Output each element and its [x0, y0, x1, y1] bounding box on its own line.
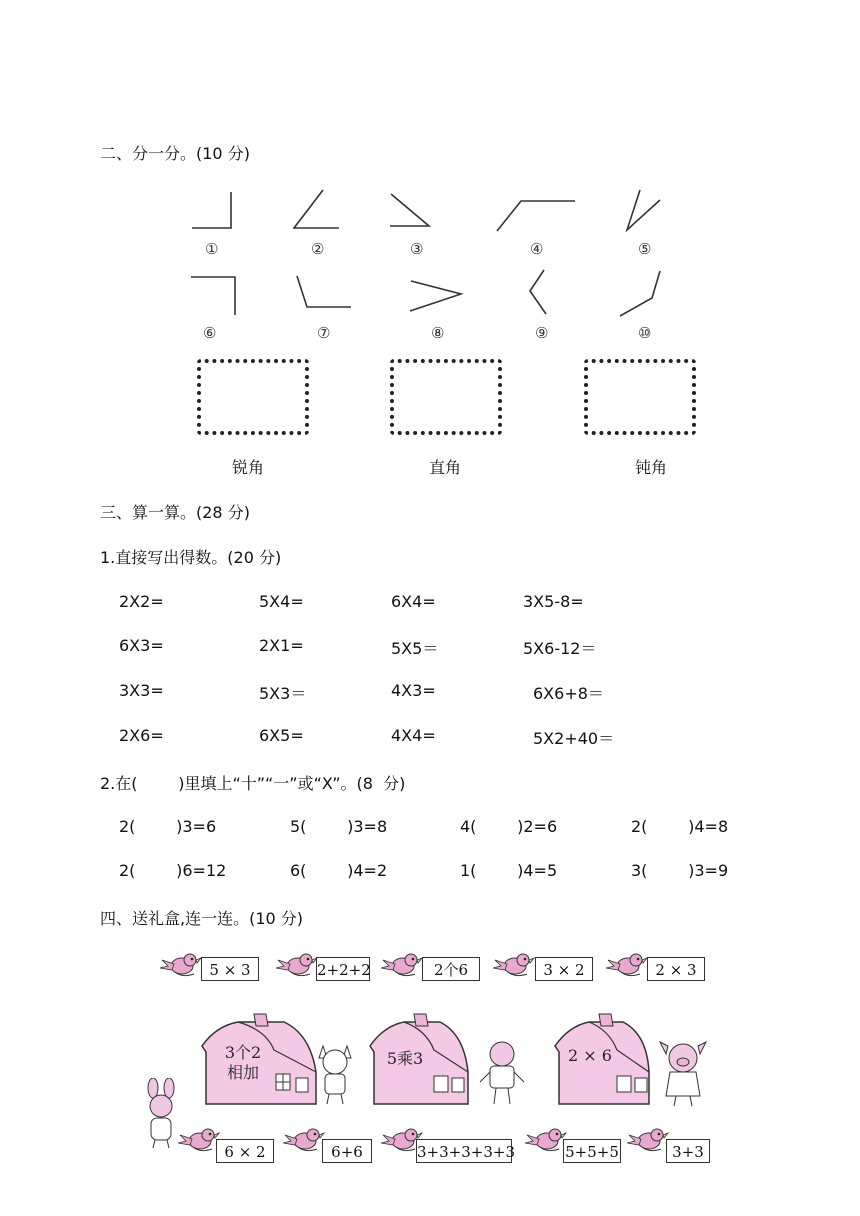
part1-title: 1.直接写出得数。(20 分) — [100, 548, 282, 567]
cat-character-icon — [311, 1040, 359, 1108]
fill-1-2: 5( )3=8 — [290, 817, 388, 836]
angle-3 — [390, 194, 429, 226]
bird-icon — [627, 1127, 671, 1155]
angle-number-4: ④ — [530, 240, 544, 258]
pig-character-icon — [656, 1040, 710, 1110]
angle-number-6: ⑥ — [203, 324, 217, 342]
obtuse-angle-box[interactable] — [584, 359, 696, 435]
boy-character-icon — [476, 1038, 528, 1108]
angle-number-3: ③ — [410, 240, 424, 258]
gift-card-bottom[interactable]: 6 × 2 — [216, 1139, 274, 1163]
angle-number-9: ⑨ — [535, 324, 549, 342]
gift-card-bottom[interactable]: 3+3 — [666, 1139, 710, 1163]
gift-card-bottom[interactable]: 3+3+3+3+3 — [416, 1139, 512, 1163]
fill-2-2: 6( )4=2 — [290, 861, 388, 880]
fill-1-4: 2( )4=8 — [631, 817, 729, 836]
calc-3-3: 4X3= — [391, 681, 436, 700]
calc-2-4: 5X6-12＝ — [523, 639, 597, 658]
calc-1-4: 3X5-8= — [523, 592, 584, 611]
gift-card-top[interactable]: 2 × 3 — [647, 957, 705, 981]
angle-figures — [0, 0, 860, 350]
fill-1-1: 2( )3=6 — [119, 817, 217, 836]
right-angle-box[interactable] — [390, 359, 502, 435]
angle-number-8: ⑧ — [431, 324, 445, 342]
category-obtuse: 钝角 — [635, 458, 668, 477]
angle-6 — [191, 277, 235, 315]
angle-number-10: ⑩ — [638, 324, 652, 342]
bird-icon — [276, 952, 320, 980]
angle-7 — [297, 276, 351, 307]
fill-2-3: 1( )4=5 — [460, 861, 558, 880]
house-3-label: 2 × 6 — [568, 1046, 612, 1065]
angle-number-2: ② — [311, 240, 325, 258]
section2-title: 二、分一分。(10 分) — [100, 144, 250, 163]
angle-9 — [530, 270, 546, 314]
calc-3-4: 6X6+8＝ — [533, 684, 604, 703]
calc-1-2: 5X4= — [259, 592, 304, 611]
angle-10 — [620, 271, 660, 316]
calc-3-2: 5X3＝ — [259, 684, 307, 703]
calc-1-1: 2X2= — [119, 592, 164, 611]
calc-4-2: 6X5= — [259, 726, 304, 745]
gift-card-top[interactable]: 3 × 2 — [535, 957, 593, 981]
calc-2-1: 6X3= — [119, 636, 164, 655]
calc-1-3: 6X4= — [391, 592, 436, 611]
gift-card-top[interactable]: 2个6 — [422, 957, 480, 981]
bird-icon — [493, 952, 537, 980]
bird-icon — [381, 952, 425, 980]
category-acute: 锐角 — [232, 458, 265, 477]
bird-icon — [606, 952, 650, 980]
calc-2-3: 5X5＝ — [391, 639, 439, 658]
angle-1 — [192, 192, 231, 228]
angle-4 — [497, 201, 575, 231]
acute-angle-box[interactable] — [197, 359, 309, 435]
angle-2 — [294, 190, 339, 228]
category-right: 直角 — [429, 458, 462, 477]
angle-8 — [410, 281, 461, 311]
fill-2-4: 3( )3=9 — [631, 861, 729, 880]
section3-title: 三、算一算。(28 分) — [100, 503, 250, 522]
calc-4-1: 2X6= — [119, 726, 164, 745]
calc-4-3: 4X4= — [391, 726, 436, 745]
angle-number-5: ⑤ — [638, 240, 652, 258]
gift-card-bottom[interactable]: 6+6 — [322, 1139, 372, 1163]
angle-5 — [627, 190, 660, 230]
gift-card-top[interactable]: 5 × 3 — [201, 957, 259, 981]
bird-icon — [160, 952, 204, 980]
house-1-line-2: 相加 — [226, 1063, 259, 1082]
part2-title: 2.在( )里填上“十”“一”或“X”。(8 分) — [100, 774, 406, 793]
house-1-line-1: 3个2 — [224, 1043, 262, 1062]
angle-number-7: ⑦ — [317, 324, 331, 342]
fill-1-3: 4( )2=6 — [460, 817, 558, 836]
angle-number-1: ① — [205, 240, 219, 258]
fill-2-1: 2( )6=12 — [119, 861, 227, 880]
calc-4-4: 5X2+40＝ — [533, 729, 615, 748]
calc-2-2: 2X1= — [259, 636, 304, 655]
calc-3-1: 3X3= — [119, 681, 164, 700]
house-2-label: 5乘3 — [386, 1049, 424, 1068]
gift-card-bottom[interactable]: 5+5+5 — [563, 1139, 621, 1163]
bird-icon — [283, 1127, 327, 1155]
section4-title: 四、送礼盒,连一连。(10 分) — [100, 909, 304, 928]
gift-card-top[interactable]: 2+2+2 — [316, 957, 370, 981]
